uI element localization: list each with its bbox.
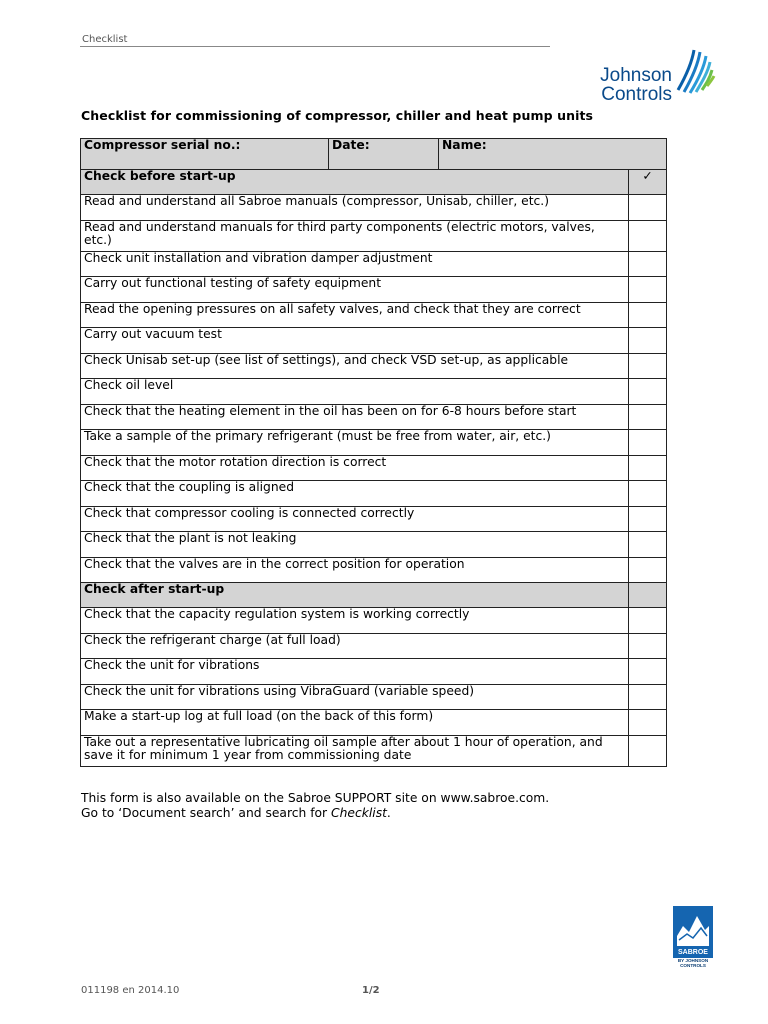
section-before-start-up	[81, 170, 667, 195]
checkbox-cell[interactable]	[629, 379, 667, 405]
checklist-item-label: Take a sample of the primary refrigerant (must be free from water, air, etc.)	[81, 430, 629, 456]
footnote-line1: This form is also available on the Sabroe SUPPORT site on www.sabroe.com.	[81, 791, 550, 805]
checkbox-cell[interactable]	[629, 659, 667, 685]
johnson-controls-swirl-icon	[672, 48, 716, 96]
checklist-row	[81, 430, 667, 456]
header-rule	[80, 46, 550, 47]
page-number: 1/2	[362, 985, 380, 996]
checkbox-cell[interactable]	[629, 481, 667, 507]
info-row	[81, 139, 667, 170]
checklist-item-label: Check the unit for vibrations using VibraGuard (variable speed)	[81, 684, 629, 710]
footnote-line2-prefix: Go to ‘Document search’ and search for	[81, 806, 332, 820]
checkbox-cell[interactable]	[629, 328, 667, 354]
checklist-row	[81, 532, 667, 558]
checklist-row	[81, 710, 667, 736]
sabroe-brand-text: SABROE	[678, 949, 708, 956]
footnote-link-text: Checklist	[331, 806, 387, 820]
checkbox-cell[interactable]	[629, 735, 667, 766]
sabroe-logo	[673, 906, 713, 970]
checklist-item-label: Check that the motor rotation direction is correct	[81, 455, 629, 481]
section-after-start-up	[81, 583, 667, 608]
checklist-row	[81, 328, 667, 354]
checkbox-cell[interactable]	[629, 633, 667, 659]
checkbox-cell[interactable]	[629, 404, 667, 430]
checkbox-cell[interactable]	[629, 277, 667, 303]
section-label: Check after start-up	[81, 583, 629, 608]
section-check-cell	[629, 583, 667, 608]
document-title: Checklist for commissioning of compressor, chiller and heat pump units	[81, 108, 594, 123]
checklist-row	[81, 404, 667, 430]
checkbox-cell[interactable]	[629, 195, 667, 221]
checklist-row	[81, 557, 667, 583]
name-field[interactable]: Name:	[439, 139, 667, 170]
checklist-item-label: Carry out functional testing of safety equipment	[81, 277, 629, 303]
checklist-row	[81, 735, 667, 766]
checkbox-cell[interactable]	[629, 557, 667, 583]
logo-wordmark	[578, 66, 672, 104]
checklist-row	[81, 684, 667, 710]
footnote	[81, 791, 549, 821]
logo-line1: Johnson	[600, 65, 672, 86]
footnote-line2	[81, 806, 549, 821]
check-mark-icon: ✓	[629, 170, 667, 195]
checklist-item-label: Check the refrigerant charge (at full load)	[81, 633, 629, 659]
checkbox-cell[interactable]	[629, 251, 667, 277]
checklist-item-label: Check that the heating element in the oil has been on for 6-8 hours before start	[81, 404, 629, 430]
logo-line2: Controls	[601, 84, 672, 105]
checklist-row	[81, 608, 667, 634]
checkbox-cell[interactable]	[629, 353, 667, 379]
checklist-item-label: Read and understand all Sabroe manuals (compressor, Unisab, chiller, etc.)	[81, 195, 629, 221]
sabroe-sub1: BY JOHNSON	[677, 958, 709, 963]
sabroe-sub2: CONTROLS	[680, 963, 706, 968]
checklist-row	[81, 379, 667, 405]
checklist-item-label: Check oil level	[81, 379, 629, 405]
checkbox-cell[interactable]	[629, 532, 667, 558]
checklist-row	[81, 302, 667, 328]
checklist-item-label: Take out a representative lubricating oil sample after about 1 hour of operation, and save it for minimum 1 year from commissioning date	[81, 735, 629, 766]
checkbox-cell[interactable]	[629, 455, 667, 481]
checklist-row	[81, 220, 667, 251]
checklist-row	[81, 659, 667, 685]
checkbox-cell[interactable]	[629, 710, 667, 736]
footnote-line2-suffix: .	[386, 806, 391, 820]
checklist-row	[81, 455, 667, 481]
checklist-item-label: Check that the valves are in the correct position for operation	[81, 557, 629, 583]
checkbox-cell[interactable]	[629, 220, 667, 251]
checkbox-cell[interactable]	[629, 608, 667, 634]
checklist-item-label: Check unit installation and vibration damper adjustment	[81, 251, 629, 277]
date-field[interactable]: Date:	[329, 139, 439, 170]
johnson-controls-logo	[578, 44, 718, 108]
sabroe-subtitle	[673, 958, 713, 968]
checklist-item-label: Read and understand manuals for third party components (electric motors, valves, etc.)	[81, 220, 629, 251]
checklist-item-label: Check that compressor cooling is connected correctly	[81, 506, 629, 532]
checkbox-cell[interactable]	[629, 430, 667, 456]
checklist-item-label: Check the unit for vibrations	[81, 659, 629, 685]
checklist-row	[81, 195, 667, 221]
compressor-serial-field[interactable]: Compressor serial no.:	[81, 139, 329, 170]
checklist-item-label: Check Unisab set-up (see list of settings), and check VSD set-up, as applicable	[81, 353, 629, 379]
section-label: Check before start-up	[81, 170, 629, 195]
checklist-item-label: Carry out vacuum test	[81, 328, 629, 354]
checklist-item-label: Check that the coupling is aligned	[81, 481, 629, 507]
checklist-item-label: Check that the plant is not leaking	[81, 532, 629, 558]
checklist-row	[81, 353, 667, 379]
checklist-table	[80, 138, 667, 767]
checkbox-cell[interactable]	[629, 506, 667, 532]
checklist-row	[81, 633, 667, 659]
checklist-item-label: Make a start-up log at full load (on the back of this form)	[81, 710, 629, 736]
checkbox-cell[interactable]	[629, 684, 667, 710]
document-code: 011198 en 2014.10	[81, 985, 180, 996]
checklist-row	[81, 277, 667, 303]
sabroe-emblem-icon	[673, 906, 713, 958]
checklist-item-label: Read the opening pressures on all safety valves, and check that they are correct	[81, 302, 629, 328]
checklist-row	[81, 481, 667, 507]
checklist-item-label: Check that the capacity regulation system is working correctly	[81, 608, 629, 634]
checklist-row	[81, 506, 667, 532]
checklist-row	[81, 251, 667, 277]
header-label: Checklist	[82, 34, 128, 45]
checkbox-cell[interactable]	[629, 302, 667, 328]
